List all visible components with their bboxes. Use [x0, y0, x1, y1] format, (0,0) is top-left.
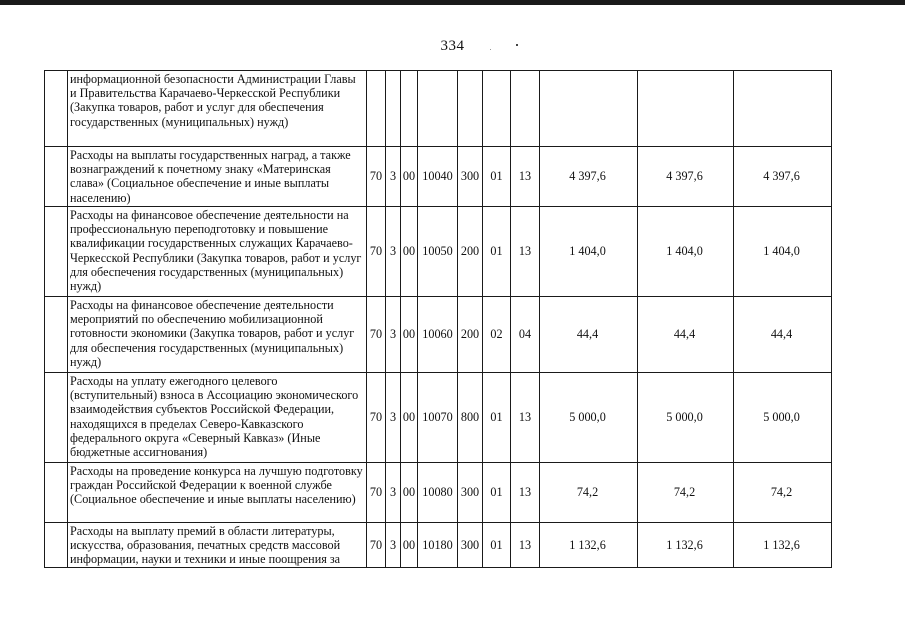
- row-code-4: [418, 71, 458, 147]
- row-code-2: 3: [386, 147, 401, 207]
- row-amount-1: 4 397,6: [540, 147, 638, 207]
- table-row: [45, 523, 832, 568]
- row-code-4: 10180: [418, 523, 458, 568]
- row-amount-2: [638, 71, 734, 147]
- row-code-5: 300: [458, 147, 483, 207]
- row-amount-1: 1 404,0: [540, 207, 638, 297]
- row-code-5: 300: [458, 463, 483, 523]
- row-code-6: 01: [483, 207, 511, 297]
- row-code-3: 00: [401, 373, 418, 463]
- row-code-6: 01: [483, 523, 511, 568]
- row-code-2: [386, 71, 401, 147]
- table-row: [45, 463, 832, 523]
- row-code-4: 10050: [418, 207, 458, 297]
- row-code-5: [458, 71, 483, 147]
- row-amount-2: 5 000,0: [638, 373, 734, 463]
- row-description: Расходы на выплаты государственных наград, а также вознаграждений к почетному знаку «Материнская слава» (Социальное обеспечение и иные выплаты населению): [68, 147, 367, 207]
- row-number-cell: [45, 523, 68, 568]
- row-number-cell: [45, 71, 68, 147]
- row-code-7: 13: [511, 463, 540, 523]
- row-code-4: 10040: [418, 147, 458, 207]
- row-number-cell: [45, 297, 68, 373]
- row-code-1: 70: [367, 147, 386, 207]
- row-code-7: [511, 71, 540, 147]
- row-code-4: 10070: [418, 373, 458, 463]
- row-description: Расходы на финансовое обеспечение деятельности на профессиональную переподготовку и повышение квалификации государственных служащих Карачаево-Черкесской Республики (Закупка товаров, работ и услуг для обеспечения государственных (муниципальных) нужд): [68, 207, 367, 297]
- row-code-5: 800: [458, 373, 483, 463]
- row-code-5: 200: [458, 207, 483, 297]
- row-amount-1: 5 000,0: [540, 373, 638, 463]
- row-description: Расходы на проведение конкурса на лучшую подготовку граждан Российской Федерации к военной службе (Социальное обеспечение и иные выплаты населению): [68, 463, 367, 523]
- row-amount-3: 5 000,0: [734, 373, 832, 463]
- row-description: Расходы на финансовое обеспечение деятельности мероприятий по обеспечению мобилизационной готовности экономики (Закупка товаров, работ и услуг для обеспечения государственных (муниципальных) нужд): [68, 297, 367, 373]
- row-code-7: 04: [511, 297, 540, 373]
- row-number-cell: [45, 207, 68, 297]
- row-code-6: 01: [483, 463, 511, 523]
- row-code-4: 10060: [418, 297, 458, 373]
- row-code-3: 00: [401, 463, 418, 523]
- row-code-5: 200: [458, 297, 483, 373]
- row-code-6: [483, 71, 511, 147]
- table-row: [45, 373, 832, 463]
- row-amount-2: 1 132,6: [638, 523, 734, 568]
- row-code-7: 13: [511, 147, 540, 207]
- row-code-2: 3: [386, 207, 401, 297]
- row-code-4: 10080: [418, 463, 458, 523]
- row-amount-3: [734, 71, 832, 147]
- row-amount-3: 4 397,6: [734, 147, 832, 207]
- page-number: 334: [440, 38, 465, 54]
- table-row: [45, 71, 832, 147]
- budget-table: [44, 70, 832, 568]
- table-row: [45, 297, 832, 373]
- row-amount-2: 74,2: [638, 463, 734, 523]
- row-code-6: 01: [483, 373, 511, 463]
- row-description: информационной безопасности Администрации Главы и Правительства Карачаево-Черкесской Республики (Закупка товаров, работ и услуг для обеспечения государственных (муниципальных) нужд): [68, 71, 367, 147]
- row-code-3: 00: [401, 297, 418, 373]
- row-code-3: [401, 71, 418, 147]
- row-amount-3: 44,4: [734, 297, 832, 373]
- row-code-1: 70: [367, 523, 386, 568]
- row-code-1: [367, 71, 386, 147]
- table-row: [45, 147, 832, 207]
- row-code-7: 13: [511, 523, 540, 568]
- scan-top-edge: [0, 0, 905, 5]
- row-amount-1: 44,4: [540, 297, 638, 373]
- row-amount-1: [540, 71, 638, 147]
- row-code-6: 02: [483, 297, 511, 373]
- row-code-2: 3: [386, 523, 401, 568]
- row-code-3: 00: [401, 147, 418, 207]
- row-code-1: 70: [367, 297, 386, 373]
- row-code-1: 70: [367, 373, 386, 463]
- row-description: Расходы на выплату премий в области литературы, искусства, образования, печатных средств массовой информации, науки и техники и иные поощрения за: [68, 523, 367, 568]
- row-code-7: 13: [511, 207, 540, 297]
- row-number-cell: [45, 373, 68, 463]
- scan-speck: [490, 49, 491, 50]
- row-code-6: 01: [483, 147, 511, 207]
- row-code-3: 00: [401, 207, 418, 297]
- row-amount-1: 1 132,6: [540, 523, 638, 568]
- row-amount-2: 1 404,0: [638, 207, 734, 297]
- row-code-2: 3: [386, 373, 401, 463]
- row-code-1: 70: [367, 207, 386, 297]
- row-description: Расходы на уплату ежегодного целевого (вступительный) взноса в Ассоциацию экономического взаимодействия субъектов Российской Федерации, находящихся в пределах Северо-Кавказского федерального округа «Северный Кавказ» (Иные бюджетные ассигнования): [68, 373, 367, 463]
- row-amount-3: 74,2: [734, 463, 832, 523]
- row-number-cell: [45, 463, 68, 523]
- row-code-3: 00: [401, 523, 418, 568]
- row-code-7: 13: [511, 373, 540, 463]
- row-amount-3: 1 404,0: [734, 207, 832, 297]
- row-code-2: 3: [386, 297, 401, 373]
- scan-speck: [516, 44, 518, 46]
- row-amount-2: 4 397,6: [638, 147, 734, 207]
- table-row: [45, 207, 832, 297]
- row-code-5: 300: [458, 523, 483, 568]
- row-number-cell: [45, 147, 68, 207]
- row-amount-2: 44,4: [638, 297, 734, 373]
- row-code-1: 70: [367, 463, 386, 523]
- row-amount-1: 74,2: [540, 463, 638, 523]
- row-amount-3: 1 132,6: [734, 523, 832, 568]
- row-code-2: 3: [386, 463, 401, 523]
